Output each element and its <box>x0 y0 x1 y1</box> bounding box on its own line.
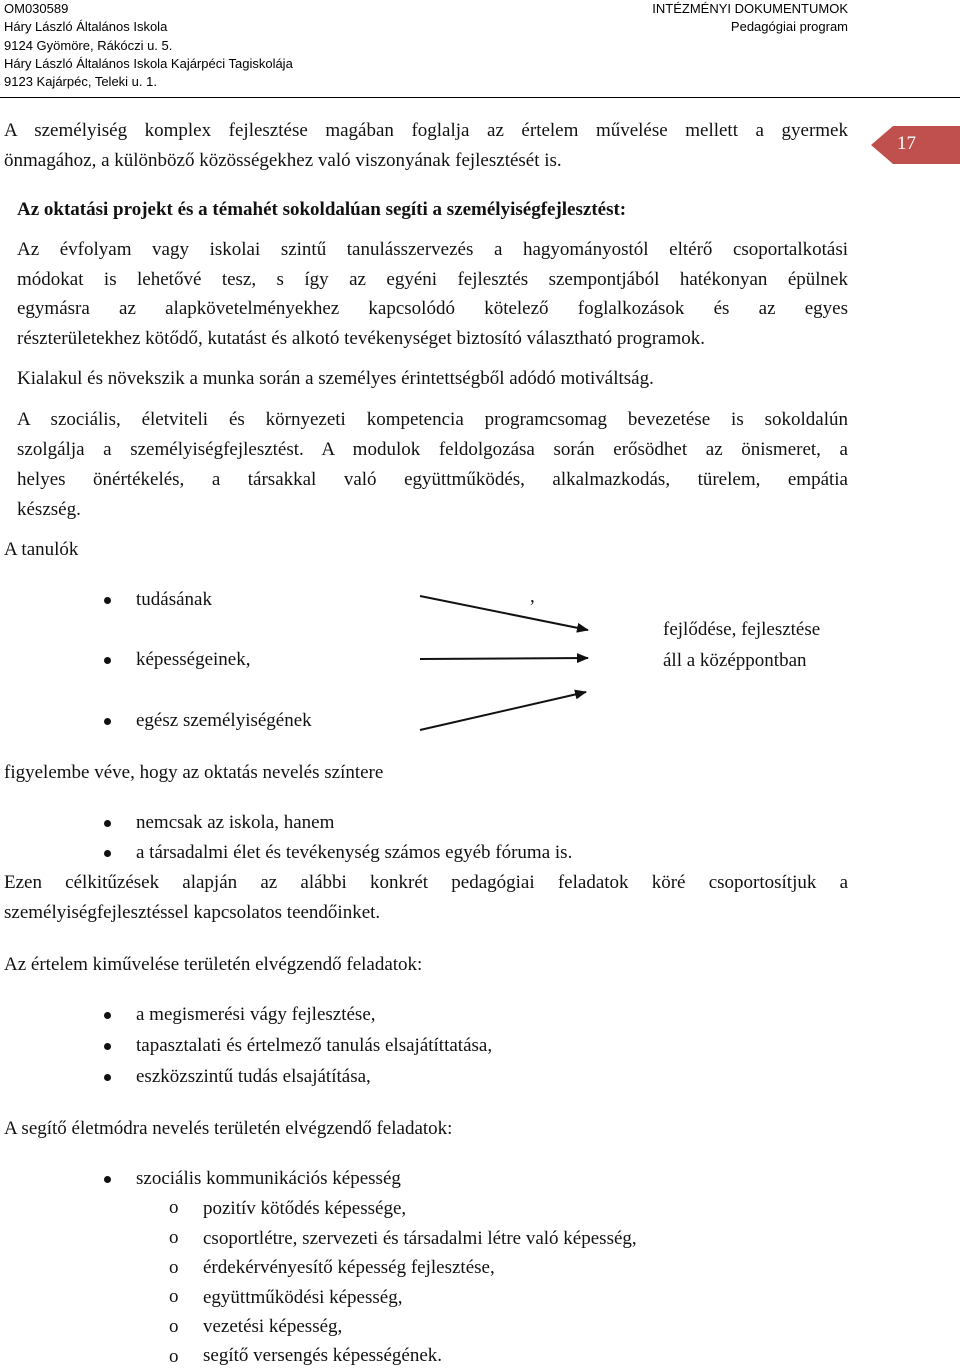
para3-line-4: készség. <box>17 499 81 520</box>
summary-line-1: Ezen célkitűzések alapján az alábbi konkrét pedagógiai feladatok köré csoportosítjuk a <box>4 872 848 893</box>
helping-subitem-1: pozitív kötődés képessége, <box>203 1198 407 1219</box>
diagram-comma: , <box>530 586 535 607</box>
intellect-item-1: a megismerési vágy fejlesztése, <box>136 1004 376 1025</box>
helping-subitem-4: együttműködési képesség, <box>203 1287 403 1308</box>
para3-line-2: szolgálja a személyiségfejlesztést. A modulok feldolgozása során erősödhet az önismeret, a <box>17 439 848 460</box>
section-heading: Az oktatási projekt és a témahét sokoldalúan segíti a személyiségfejlesztést: <box>17 199 627 220</box>
bullet-dot <box>104 1012 111 1019</box>
arrow-abilities <box>420 658 588 659</box>
para1-line-2: módokat is lehetővé tesz, s így az egyéni fejlesztés szempontjából hatékonyan épülnek <box>17 269 848 290</box>
bullet-dot <box>104 1074 111 1081</box>
students-label: A tanulók <box>4 539 79 560</box>
bullet-dot <box>104 1176 111 1183</box>
intellect-item-3: eszközszintű tudás elsajátítása, <box>136 1066 371 1087</box>
intellect-heading: Az értelem kiművelése területén elvégzendő feladatok: <box>4 954 423 975</box>
helping-subitem-5: vezetési képesség, <box>203 1316 343 1337</box>
focus-item-2: a társadalmi élet és tevékenység számos egyéb fóruma is. <box>136 842 573 863</box>
para1-line-3: egymásra az alapkövetelményekhez kapcsolódó kötelező foglalkozások és az egyes <box>17 298 848 319</box>
header-doc-title: Pedagógiai program <box>730 19 848 35</box>
circle-bullet: o <box>169 1316 179 1337</box>
para2: Kialakul és növekszik a munka során a személyes érintettségből adódó motiváltság. <box>17 368 654 389</box>
para1-line-4: részterületekhez kötődő, kutatást és alkotó tevékenységet biztosító választható programok. <box>17 328 705 349</box>
summary-line-2: személyiségfejlesztéssel kapcsolatos teendőinket. <box>4 902 381 923</box>
header-branch-address: 9123 Kajárpéc, Teleki u. 1. <box>4 74 157 90</box>
helping-heading: A segítő életmódra nevelés területén elvégzendő feladatok: <box>4 1118 453 1139</box>
arrow-knowledge <box>420 596 588 630</box>
circle-bullet: o <box>169 1227 179 1248</box>
helping-subitem-6: segítő versengés képességének. <box>203 1345 443 1366</box>
diagram-item-abilities: képességeinek, <box>136 649 251 670</box>
arrow-personality <box>420 692 586 730</box>
helping-subitem-3: érdekérvényesítő képesség fejlesztése, <box>203 1257 495 1278</box>
focus-item-1: nemcsak az iskola, hanem <box>136 812 335 833</box>
para3-line-3: helyes önértékelés, a társakkal való együttműködés, alkalmazkodás, türelem, empátia <box>17 469 848 490</box>
circle-bullet: o <box>169 1346 179 1367</box>
circle-bullet: o <box>169 1286 179 1307</box>
diagram-item-personality: egész személyiségének <box>136 710 312 731</box>
circle-bullet: o <box>169 1257 179 1278</box>
circle-bullet: o <box>169 1197 179 1218</box>
intro-line-1: A személyiség komplex fejlesztése magában foglalja az értelem művelése mellett a gyermek <box>4 120 848 141</box>
intellect-item-2: tapasztalati és értelmező tanulás elsajátíttatása, <box>136 1035 493 1056</box>
para1-line-1: Az évfolyam vagy iskolai szintű tanulásszervezés a hagyományostól eltérő csoportalkotási <box>17 239 848 260</box>
header-school-name: Háry László Általános Iskola <box>4 19 168 35</box>
bullet-dot <box>104 1043 111 1050</box>
header-school-address: 9124 Gyömöre, Rákóczi u. 5. <box>4 37 173 53</box>
bullet-dot <box>104 850 111 857</box>
header-om-code: OM030589 <box>4 1 69 16</box>
bullet-dot <box>104 820 111 827</box>
header-doc-category: INTÉZMÉNYI DOKUMENTUMOK <box>652 1 848 16</box>
para3-line-1: A szociális, életviteli és környezeti kompetencia programcsomag bevezetése is sokoldalún <box>17 409 848 430</box>
focus-intro: figyelembe véve, hogy az oktatás nevelés színtere <box>4 762 384 783</box>
helping-item: szociális kommunikációs képesség <box>136 1168 401 1189</box>
header-branch-name: Háry László Általános Iskola Kajárpéci Tagiskolája <box>4 55 293 71</box>
intro-line-2: önmagához, a különböző közösségekhez való viszonyának fejlesztését is. <box>4 150 562 171</box>
page-number: 17 <box>897 133 916 154</box>
diagram-item-knowledge: tudásának <box>136 589 212 610</box>
diagram-result-line-1: fejlődése, fejlesztése <box>663 619 821 640</box>
diagram-result-line-2: áll a középpontban <box>663 650 807 671</box>
helping-subitem-2: csoportlétre, szervezeti és társadalmi létre való képesség, <box>203 1228 637 1249</box>
